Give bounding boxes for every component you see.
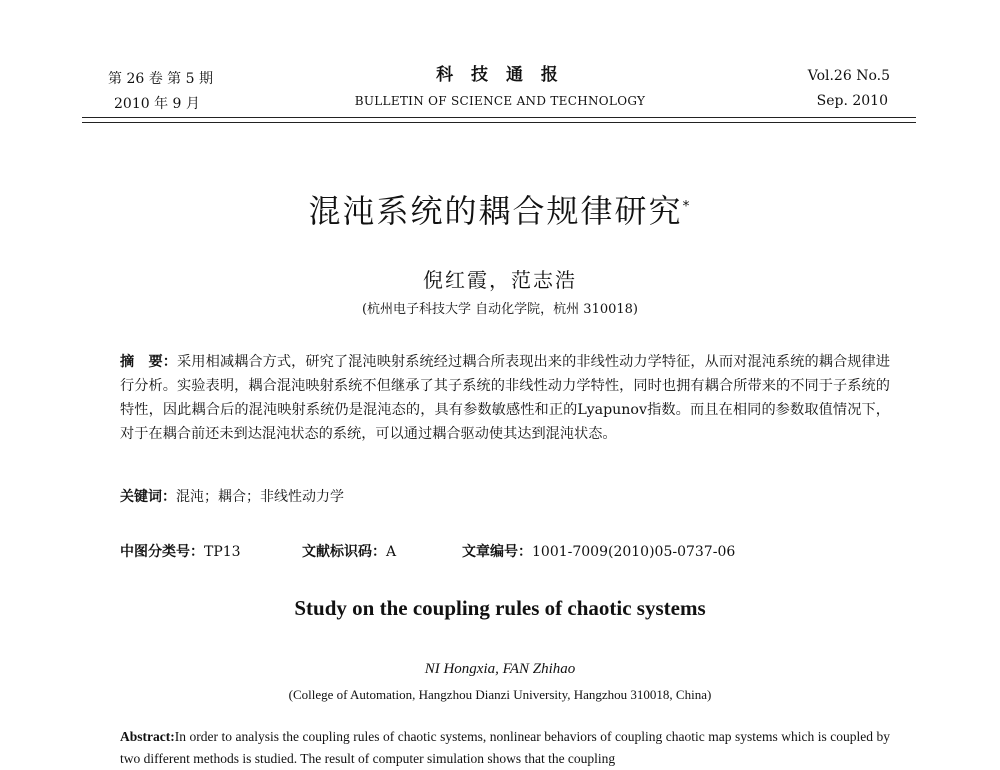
volume-number: Vol.26 No.5 <box>807 68 890 84</box>
issue-date-en: Sep. 2010 <box>816 93 888 109</box>
issue-number: 第 26 卷 第 5 期 <box>108 71 213 87</box>
abstract-text-en: In order to analysis the coupling rules of chaotic systems, nonlinear behaviors of coupling chaotic map systems which is coupled by two different methods is studied. The result of computer simulation shows that the coupling <box>120 729 890 766</box>
article-title-en: Study on the coupling rules of chaotic systems <box>294 596 706 620</box>
article-number: 文章编号：1001-7009(2010)05-0737-06 <box>462 544 736 560</box>
header-rule-top <box>82 117 916 118</box>
article-title-cn: 混沌系统的耦合规律研究* <box>308 192 692 230</box>
keywords-text-cn: 混沌；耦合；非线性动力学 <box>176 489 344 505</box>
abstract-cn <box>120 350 890 446</box>
title-footnote-mark: * <box>682 198 692 215</box>
clc-number: 中图分类号：TP13 <box>120 544 241 560</box>
affiliation-en: (College of Automation, Hangzhou Dianzi University, Hangzhou 310018, China) <box>288 687 712 702</box>
abstract-en <box>120 726 890 770</box>
abstract-text-cn: 采用相减耦合方式，研究了混沌映射系统经过耦合所表现出来的非线性动力学特征，从而对混沌系统的耦合规律进行分析。实验表明，耦合混沌映射系统不但继承了其子系统的非线性动力学特性，同时也拥有耦合所带来的不同于子系统的特性，因此耦合后的混沌映射系统仍是混沌态的，具有参数敏感性和正的Lyapunov指数。而且在相同的参数取值情况下，对于在耦合前还未到达混沌状态的系统，可以通过耦合驱动使其达到混沌状态。 <box>120 354 890 442</box>
issue-date-cn: 2010 年 9 月 <box>114 96 200 112</box>
header-rule-bottom <box>82 122 916 123</box>
authors-en: NI Hongxia, FAN Zhihao <box>424 661 576 677</box>
abstract-label-cn: 摘 要： <box>120 354 178 370</box>
document-code: 文献标识码：A <box>302 544 397 560</box>
journal-title-cn: 科 技 通 报 <box>436 65 564 85</box>
journal-title-en: BULLETIN OF SCIENCE AND TECHNOLOGY <box>354 94 646 108</box>
abstract-label-en: Abstract: <box>120 729 175 744</box>
authors-cn: 倪红霞，范志浩 <box>423 268 577 292</box>
keywords-label-cn: 关键词： <box>120 489 176 505</box>
affiliation-cn: (杭州电子科技大学 自动化学院，杭州 310018) <box>361 302 639 317</box>
keywords-cn <box>120 486 344 506</box>
